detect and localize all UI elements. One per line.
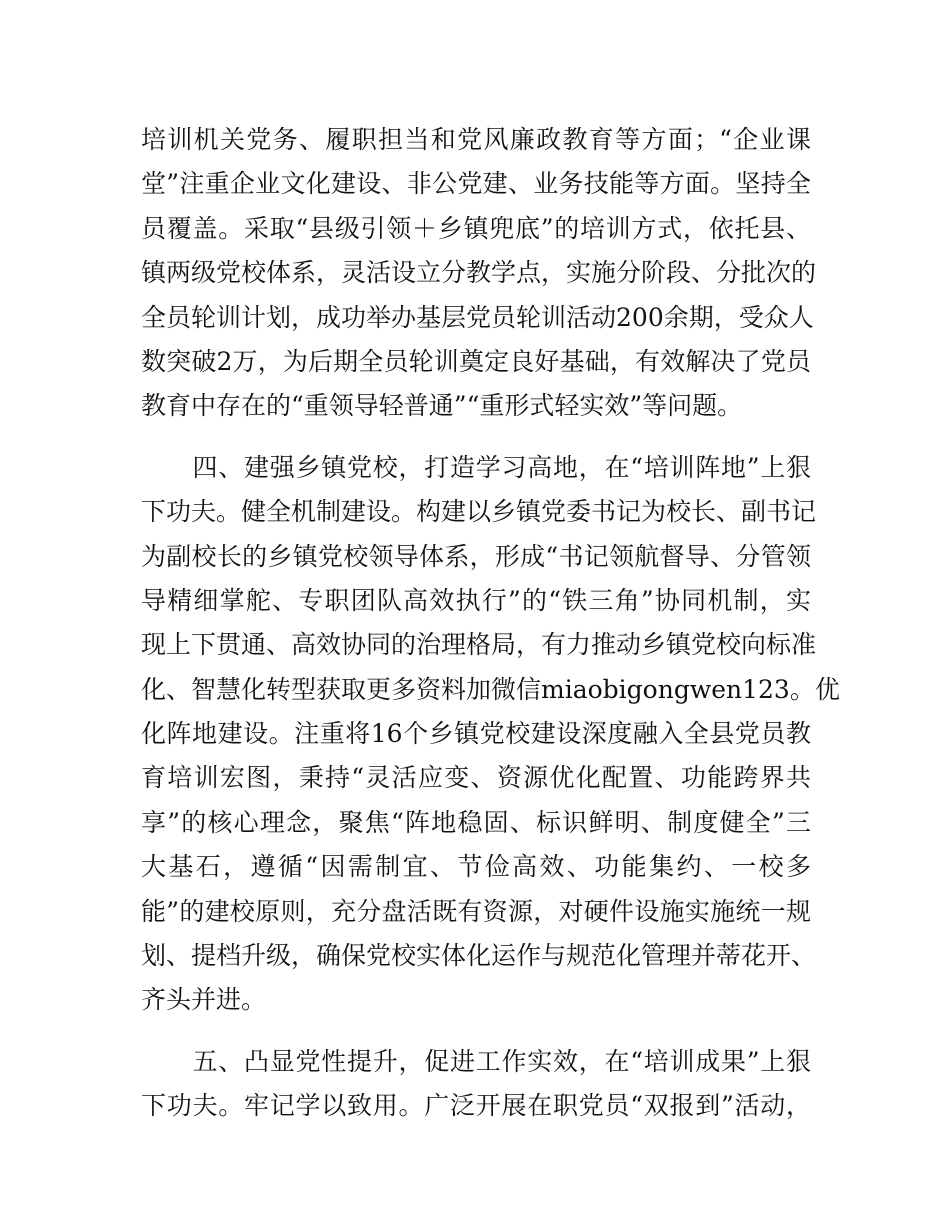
text-line: 堂”注重企业文化建设、非公党建、业务技能等方面。坚持全 <box>141 169 811 199</box>
text-line: 下功夫。牢记学以致用。广泛开展在职党员“双报到”活动， <box>141 1091 811 1121</box>
text-line: 员覆盖。采取“县级引领＋乡镇兜底”的培训方式，依托县、 <box>141 213 811 243</box>
text-line: 大基石，遵循“因需制宜、节俭高效、功能集约、一校多 <box>141 852 811 882</box>
paragraph-3 <box>141 1040 811 1129</box>
text-line: 教育中存在的“重领导轻普通”“重形式轻实效”等问题。 <box>141 391 743 421</box>
text-line: 能”的建校原则，充分盘活既有资源，对硬件设施实施统一规 <box>141 896 811 926</box>
text-line: 齐头并进。 <box>141 985 267 1015</box>
text-line: 四、建强乡镇党校，打造学习高地，在“培训阵地”上狠 <box>141 452 811 482</box>
text-line: 培训机关党务、履职担当和党风廉政教育等方面；“企业课 <box>141 125 811 154</box>
document-body <box>141 118 840 1129</box>
text-line: 现上下贯通、高效协同的治理格局，有力推动乡镇党校向标准 <box>141 630 817 660</box>
text-line: 为副校长的乡镇党校领导体系，形成“书记领航督导、分管领 <box>141 541 811 571</box>
text-line: 化、智慧化转型获取更多资料加微信miaobigongwen123。优 <box>141 674 840 704</box>
text-line: 镇两级党校体系，灵活设立分教学点，实施分阶段、分批次的 <box>141 258 817 288</box>
text-line: 育培训宏图，秉持“灵活应变、资源优化配置、功能跨界共 <box>141 763 811 793</box>
text-line: 下功夫。健全机制建设。构建以乡镇党委书记为校长、副书记 <box>141 497 817 527</box>
paragraph-2 <box>141 446 840 1023</box>
text-line: 化阵地建设。注重将16个乡镇党校建设深度融入全县党员教 <box>141 719 811 749</box>
text-line: 享”的核心理念，聚焦“阵地稳固、标识鲜明、制度健全”三 <box>141 807 811 837</box>
text-line: 数突破2万，为后期全员轮训奠定良好基础，有效解决了党员 <box>141 346 811 376</box>
text-line: 划、提档升级，确保党校实体化运作与规范化管理并蒂花开、 <box>141 941 817 971</box>
text-line: 全员轮训计划，成功举办基层党员轮训活动200余期，受众人 <box>141 302 814 332</box>
text-line: 导精细掌舵、专职团队高效执行”的“铁三角”协同机制，实 <box>141 585 811 615</box>
paragraph-1 <box>141 118 817 429</box>
text-line: 五、凸显党性提升，促进工作实效，在“培训成果”上狠 <box>141 1046 811 1076</box>
paragraph-gap <box>141 429 811 446</box>
paragraph-gap <box>141 1023 811 1040</box>
